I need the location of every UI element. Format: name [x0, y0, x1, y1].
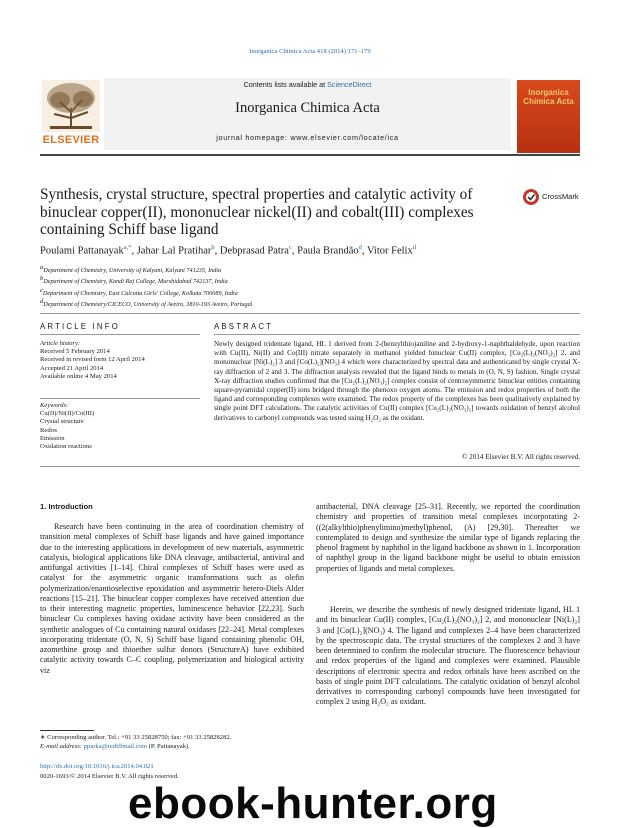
divider: [40, 466, 580, 467]
corresponding-author-note: ∗ Corresponding author. Tel.: +91 33 25828750; fax: +91 33 25828282.: [40, 734, 232, 741]
introduction-paragraph: Research have been continuing in the area of coordination chemistry of transition metal complexes of Schiff base ligands and have gained importance due to the interesting applications in development of new materials, asymmetric catalysis, biological applications like DNA cleavage, antibacterial, antiviral and antifungal activities [1–14]. Chiral complexes of Schiff bases were used as catalyst for the asymmetric organic transformations such as olefin polymerization/enantioselective epoxidation and asymmetric hetero-Diels Alder reactions [15–21]. The binuclear copper complexes have received attention due to their interesting magnetic properties, luminescence behavior [22,23]. Such binuclear Cu complexes having oxidase activity have been considered as the synthetic analogues of Cu containing natural oxidases [22–24]. Metal complexes incorporating tridentate (O, N, S) Schiff base ligand containing phenolic OH, azomethine group and thioether sulfur donors (StructureA) have exhibited catalytic activity towards C–C coupling, polymerization and biological activity viz: [40, 522, 304, 675]
abstract-heading: ABSTRACT: [214, 322, 274, 331]
author-affiliation-mark[interactable]: b: [211, 244, 215, 251]
divider: [40, 313, 580, 314]
email-suffix: (P. Pattanayak).: [146, 742, 190, 750]
header-rule: [40, 154, 580, 156]
crossmark-label: CrossMark: [542, 192, 579, 201]
journal-title: Inorganica Chimica Acta: [235, 100, 380, 116]
doi-link[interactable]: http://dx.doi.org/10.1016/j.ica.2014.04.021: [40, 763, 154, 770]
author-name[interactable]: Jahar Lal Pratihar: [136, 245, 212, 257]
author-affiliation-mark[interactable]: d: [358, 244, 362, 251]
keyword: Crystal structure: [40, 418, 84, 426]
issn-line: 0020-1693/© 2014 Elsevier B.V. All rights reserved.: [40, 773, 179, 780]
email-link[interactable]: pparka@rediffmail.com: [83, 742, 147, 750]
author-list: Poulami Pattanayak$^{a,*}$, Jahar Lal Pratihar$^b$, Debprasad Patra$^c$, Paula Brandão$^d$, Vitor Felix$^d$: [40, 244, 416, 257]
keyword: Cu(II)/Ni(II)/Co(III): [40, 410, 95, 418]
affiliation-text: Department of Chemistry, Kandi Raj College, Murshidabad 742137, India: [43, 278, 228, 286]
keywords: [40, 402, 205, 451]
article-title: Synthesis, crystal structure, spectral properties and catalytic activity of binuclear copper(II), mononuclear nickel(II) and cobalt(III) complexes containing Schiff base ligand: [40, 186, 474, 238]
affiliation: [40, 287, 580, 298]
author-name[interactable]: Poulami Pattanayak: [40, 245, 124, 257]
article-info-heading: ARTICLE INFO: [40, 322, 120, 331]
author-affiliation-mark[interactable]: c: [288, 244, 292, 251]
divider: [40, 334, 200, 335]
email-prefix: E-mail address:: [40, 742, 84, 750]
history-entry: Received 5 February 2014: [40, 348, 110, 356]
homepage-url-link[interactable]: www.elsevier.com/locate/ica: [290, 133, 399, 142]
footnote-rule: [40, 730, 94, 731]
watermark: [128, 779, 598, 828]
keyword: Redox: [40, 426, 58, 434]
author-name[interactable]: Vitor Felix: [366, 245, 413, 257]
affiliation-mark: a: [40, 264, 44, 271]
author-name[interactable]: Debprasad Patra: [219, 245, 289, 257]
affiliation-mark: c: [40, 286, 43, 294]
introduction-heading: 1. Introduction: [40, 502, 93, 511]
email-note: [40, 743, 340, 752]
affiliation-text: Department of Chemistry/CICECO, University of Aveiro, 3810-193 Aveiro, Portugal: [43, 301, 253, 309]
affiliation-mark: d: [40, 298, 44, 306]
introduction-paragraph: Herein, we describe the synthesis of newly designed tridentate ligand, HL 1 and its binuclear Cu(II) complex, [Cu₂(L)₂(NO₃)₂] 2, and mononuclear [Ni(L)₂] 3 and [Co(L)₂](NO₃) 4. The ligand and complexes 2–4 have been characterized by the spectroscopic data. The crystal structures of the complexes 2 and 3 have been determined to confirm the molecular structure. The fluorescence behaviour and redox properties of the ligand and complexes were examined. Plausible descriptions of electronic spectra and redox orbitals have been ascribed on the basis of single point DFT calculations. The catalytic oxidation of benzyl alcohol derivatives to corresponding carbonyl compounds have been investigated for complex 2 using H₂O₂ as oxidant.: [316, 605, 580, 707]
divider: [40, 398, 200, 399]
affiliation: [40, 298, 580, 309]
affiliation-text: Department of Chemistry, East Calcutta Girls' College, Kolkata 700089, India: [42, 290, 238, 297]
journal-cover-thumbnail: [517, 80, 580, 153]
affiliation: [40, 264, 580, 275]
journal-reference-link[interactable]: Inorganica Chimica Acta 418 (2014) 171–179: [249, 48, 371, 55]
affiliation-text: Department of Chemistry, University of Kalyani, Kalyani 741235, India: [43, 267, 222, 275]
divider: [214, 334, 580, 335]
author-name[interactable]: Paula Brandão: [297, 245, 359, 257]
sciencedirect-link[interactable]: ScienceDirect: [327, 80, 372, 89]
abstract-text: Newly designed tridentate ligand, HL 1 derived from 2-(benzylthio)aniline and 2-hydroxy-1-naphthaldehyde, upon reaction with Cu(II), Ni(II) and Co(III) nitrate separately in methanol yielded binuclear Cu(II) complex, [Cu₂(L)₂(NO₃)₂] 2, and mononuclear [Ni(L)₂] 3 and [Co(L)₂](NO₃) 4 which were characterized by spectral data and authenticated by single crystal X-ray diffraction of 2 and 3. The diffraction analysis revealed that the ligand binds to metals in (O, N, S) fashion. Single crystal X-ray diffraction studies confirmed that the [Cu₂(L)₂(NO₃)₂] complex consist of centrosymmetric binuclear entities containing square-pyramidal copper(II) ions bridged through the phenoxo oxygen atoms. The emission and redox properties of both the ligand and corresponding complexes were examined. The redox property of the complexes has been qualitatively explained by single point DFT calculations. The catalytic activities of Cu(II) complex [Cu₂(L)₂(NO₃)₂] towards oxidation of benzyl alcohol derivatives to carbonyl compounds was tested using H₂O₂ as the oxidant.: [214, 340, 580, 422]
history-entry: Received in revised form 12 April 2014: [40, 356, 145, 364]
footnotes: [40, 734, 340, 751]
contents-line: [104, 80, 511, 89]
copyright-notice: © 2014 Elsevier B.V. All rights reserved.: [461, 453, 580, 461]
keyword: Oxidation reactions: [40, 443, 92, 451]
contents-prefix: Contents lists available at: [243, 80, 328, 89]
homepage-prefix: journal homepage:: [216, 133, 291, 142]
keywords-label: Keywords:: [40, 402, 69, 409]
cover-title: Inorganica Chimica Acta: [523, 88, 574, 106]
crossmark-badge[interactable]: [522, 188, 582, 208]
history-entry: Available online 4 May 2014: [40, 372, 117, 380]
crossmark-icon: [522, 188, 540, 206]
affiliation-mark: b: [40, 275, 44, 283]
author-affiliation-mark[interactable]: d: [412, 244, 416, 251]
journal-homepage: [104, 133, 511, 142]
history-entry: Accepted 21 April 2014: [40, 364, 104, 372]
affiliations: [40, 264, 580, 310]
affiliation: [40, 275, 580, 286]
keyword: Emission: [40, 434, 65, 442]
history-label: Article history:: [40, 340, 81, 347]
introduction-paragraph: antibacterial, DNA cleavage [25–31]. Recently, we reported the coordination chemistry and properties of transition metal complexes incorporating 2-((2(alkylthio)phenylimino)methyl)phenol, (A) [29,30]. Thereafter we contemplated to design and synthesize the similar type of ligands replacing the phenol fragment by naphthol in the ligand backbone as shown in 1. Incorporation of naphthyl group in the ligand backbone might be useful to obtain emission properties of ligands and metal complexes.: [316, 502, 580, 573]
article-history: [40, 340, 205, 381]
elsevier-wordmark: ELSEVIER: [42, 134, 100, 146]
author-affiliation-mark[interactable]: a,*: [123, 244, 132, 251]
watermark-text: ebook-hunter.org: [128, 779, 498, 828]
